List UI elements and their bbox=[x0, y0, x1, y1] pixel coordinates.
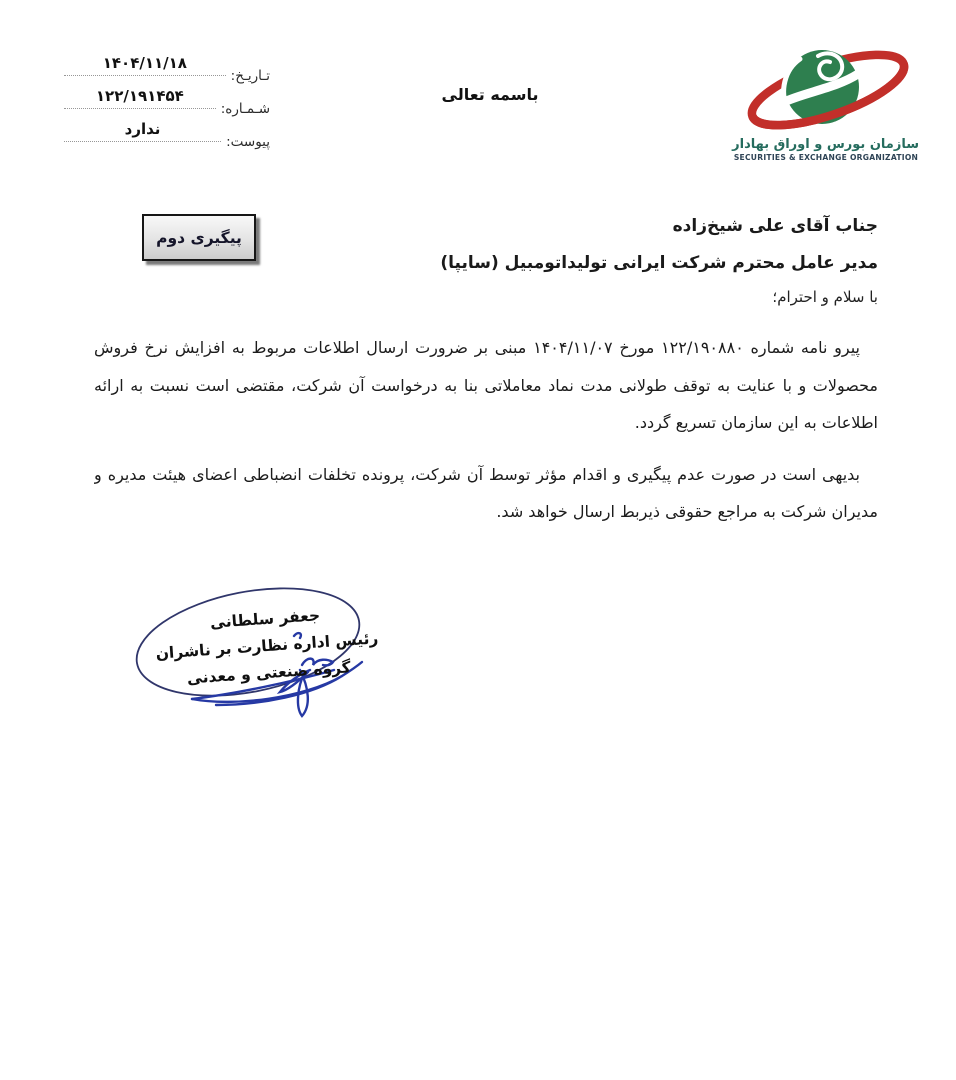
paragraph1-line2: محصولات و با عنایت به توقف طولانی مدت نماد معاملاتی بنا به درخواست آن شرکت، مقتضی است نسبت به ارائه bbox=[94, 375, 878, 395]
paragraph2-line2: مدیران شرکت به مراجع حقوقی ذیربط ارسال خواهد شد. bbox=[496, 502, 878, 521]
date-row bbox=[64, 46, 270, 84]
besmele-text: باسمه تعالی bbox=[441, 85, 539, 104]
signatory-department: گروه صنعتی و معدنی bbox=[186, 658, 352, 688]
attachment-label: پیوست: bbox=[226, 134, 270, 150]
signature-block bbox=[112, 570, 452, 745]
addressee-block bbox=[440, 216, 878, 306]
date-value: ۱۴۰۴/۱۱/۱۸ bbox=[102, 54, 187, 72]
attachment-value: ندارد bbox=[124, 120, 161, 138]
paragraph1-line3: اطلاعات به این سازمان تسریع گردد. bbox=[634, 413, 878, 432]
followup-stamp: پیگیری دوم bbox=[142, 214, 256, 261]
addressee-title: مدیر عامل محترم شرکت ایرانی تولیداتومبیل (سایپا) bbox=[440, 253, 878, 273]
logo-name-fa: سازمان بورس و اوراق بهادار bbox=[732, 137, 919, 152]
number-dotted-line bbox=[64, 86, 216, 109]
letterhead-fields bbox=[64, 46, 270, 150]
date-label: تـاریـخ: bbox=[230, 68, 270, 84]
letter-body bbox=[94, 329, 878, 531]
seo-logo bbox=[733, 44, 919, 162]
seo-globe-swoosh-icon bbox=[740, 44, 912, 136]
attachment-dotted-line bbox=[64, 119, 221, 142]
addressee-name: جناب آقای علی شیخ‌زاده bbox=[672, 216, 878, 236]
logo-name-en: SECURITIES & EXCHANGE ORGANIZATION bbox=[733, 153, 919, 162]
paragraph-gap bbox=[94, 442, 878, 456]
date-dotted-line bbox=[64, 53, 226, 76]
signatory-title: رئیس اداره نظارت بر ناشران bbox=[155, 629, 379, 663]
salutation: با سلام و احترام؛ bbox=[772, 288, 878, 306]
number-value: ۱۲۲/۱۹۱۴۵۴ bbox=[95, 87, 184, 105]
paragraph2-line1: بدیهی است در صورت عدم پیگیری و اقدام مؤثر توسط آن شرکت، پرونده تخلفات انضباطی اعضای هیئت مدیره و bbox=[94, 464, 860, 484]
signatory-name: جعفر سلطانی bbox=[209, 606, 321, 632]
paragraph1-line1: پیرو نامه شماره ۱۲۲/۱۹۰۸۸۰ مورخ ۱۴۰۴/۱۱/۰۷ مبنی بر ضرورت ارسال اطلاعات مربوط به افزایش نرخ فروش bbox=[94, 338, 860, 357]
number-label: شـمـاره: bbox=[220, 101, 270, 117]
